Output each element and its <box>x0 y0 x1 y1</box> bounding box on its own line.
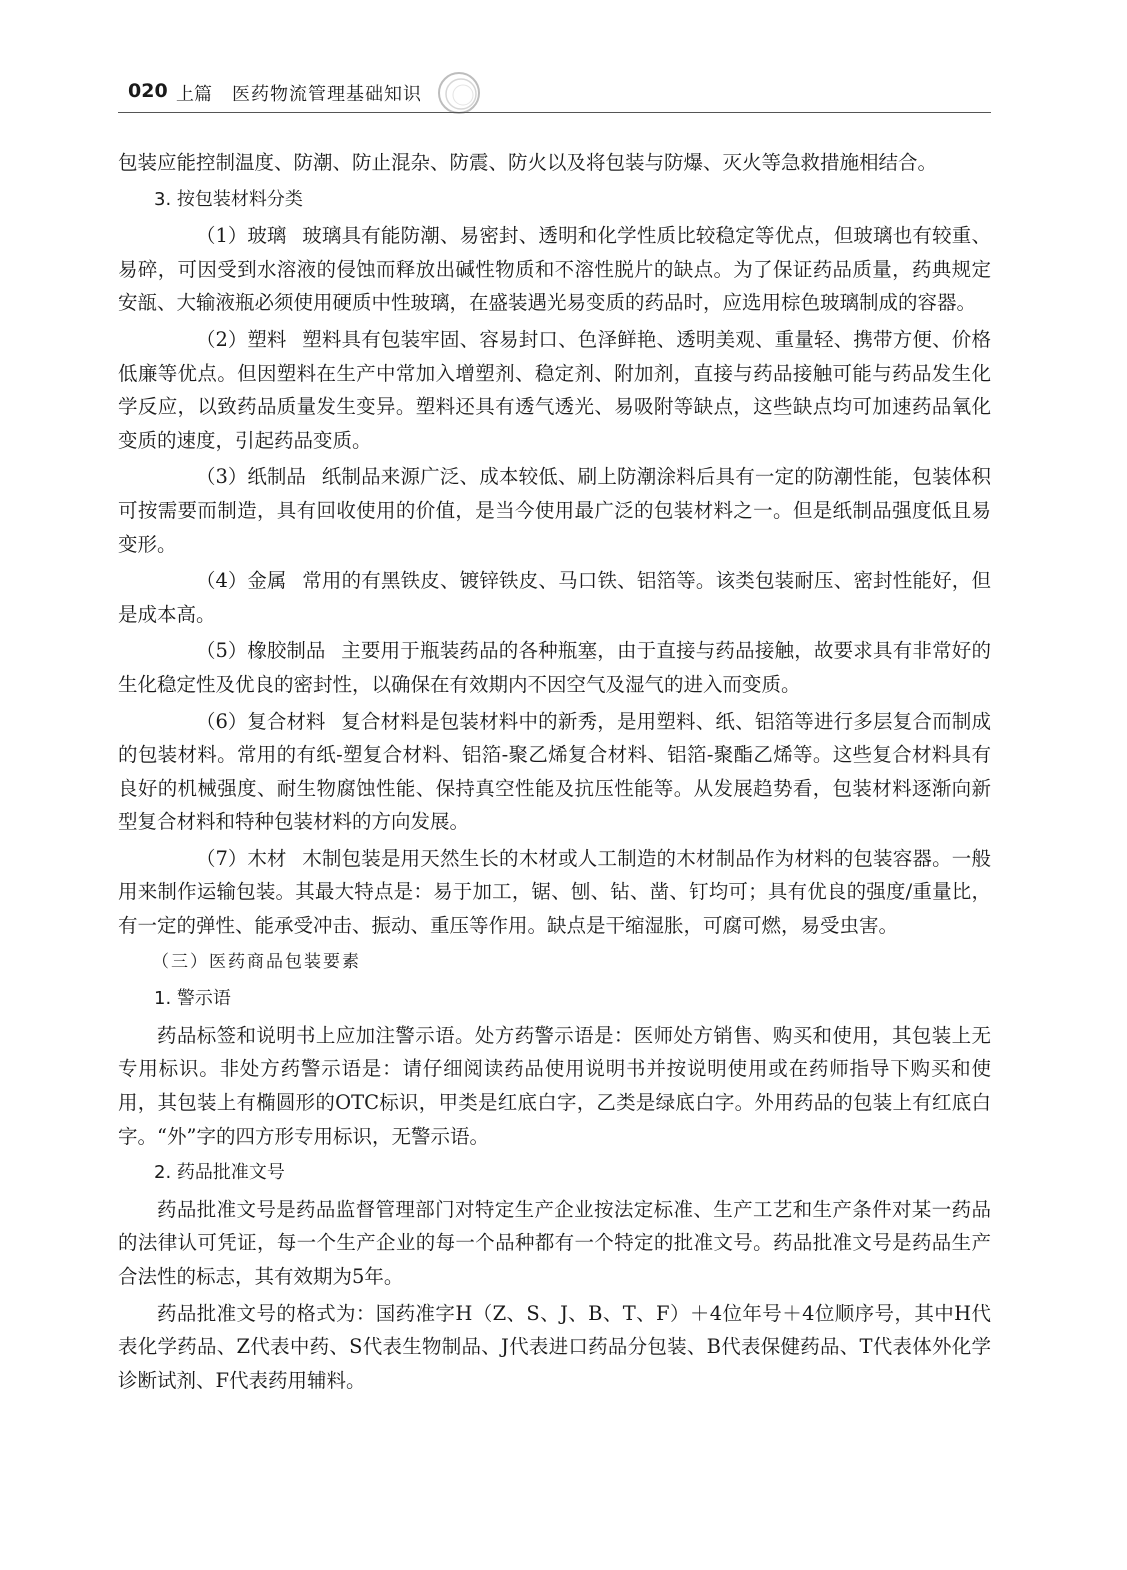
paragraph: 药品批准文号的格式为：国药准字H（Z、S、J、B、T、F）＋4位年号＋4位顺序号，其中H代表化学药品、Z代表中药、S代表生物制品、J代表进口药品分包装、B代表保健药品、T代表体外化学诊断试剂、F代表药用辅料。 <box>118 1301 991 1392</box>
item-text: 常用的有黑铁皮、镀锌铁皮、马口铁、铝箔等。该类包装耐压、密封性能好，但是成本高。 <box>118 569 991 626</box>
material-item <box>118 323 991 457</box>
item-text: 木制包装是用天然生长的木材或人工制造的木材制品作为材料的包装容器。一般用来制作运输包装。其最大特点是：易于加工，锯、刨、钻、凿、钉均可；具有优良的强度/重量比，有一定的弹性、能承受冲击、振动、重压等作用。缺点是干缩湿胀，可腐可燃，易受虫害。 <box>118 846 991 938</box>
subsection-heading: （三）医药商品包装要素 <box>152 951 361 972</box>
paragraph: 包装应能控制温度、防潮、防止混杂、防震、防火以及将包装与防爆、灭火等急救措施相结合。 <box>118 151 938 174</box>
header-rule <box>118 112 991 113</box>
material-item <box>118 705 991 839</box>
page-number: 020 <box>128 80 168 102</box>
material-item <box>118 219 991 320</box>
decorative-circle-icon <box>436 70 482 116</box>
part-label: 上篇 <box>176 84 212 105</box>
paragraph: 药品批准文号是药品监督管理部门对特定生产企业按法定标准、生产工艺和生产条件对某一药品的法律认可凭证，每一个生产企业的每一个品种都有一个特定的批准文号。药品批准文号是药品生产合法性的标志，其有效期为5年。 <box>118 1197 991 1288</box>
item-term: （5）橡胶制品 <box>196 639 326 663</box>
section-heading: 3. 按包装材料分类 <box>154 188 303 210</box>
item-text: 塑料具有包装牢固、容易封口、色泽鲜艳、透明美观、重量轻、携带方便、价格低廉等优点。但因塑料在生产中常加入增塑剂、稳定剂、附加剂，直接与药品接触可能与药品发生化学反应，以致药品质量发生变异。塑料还具有透气透光、易吸附等缺点，这些缺点均可加速药品氧化变质的速度，引起药品变质。 <box>118 327 991 452</box>
material-item <box>118 842 991 943</box>
material-item <box>118 564 991 631</box>
section-heading: 1. 警示语 <box>154 988 231 1010</box>
item-term: （4）金属 <box>196 569 287 593</box>
section-heading: 2. 药品批准文号 <box>154 1162 285 1184</box>
item-text: 玻璃具有能防潮、易密封、透明和化学性质比较稳定等优点，但玻璃也有较重、易碎，可因受到水溶液的侵蚀而释放出碱性物质和不溶性脱片的缺点。为了保证药品质量，药典规定安瓿、大输液瓶必须使用硬质中性玻璃，在盛装遇光易变质的药品时，应选用棕色玻璃制成的容器。 <box>118 224 991 315</box>
item-term: （7）木材 <box>196 846 287 870</box>
item-term: （1）玻璃 <box>196 224 287 248</box>
material-item <box>118 634 991 701</box>
page-header <box>118 74 991 114</box>
item-term: （2）塑料 <box>196 327 287 351</box>
material-item <box>118 460 991 561</box>
item-text: 复合材料是包装材料中的新秀，是用塑料、纸、铝箔等进行多层复合而制成的包装材料。常用的有纸-塑复合材料、铝箔-聚乙烯复合材料、铝箔-聚酯乙烯等。这些复合材料具有良好的机械强度、耐生物腐蚀性能、保持真空性能及抗压性能等。从发展趋势看，包装材料逐渐向新型复合材料和特种包装材料的方向发展。 <box>118 709 991 834</box>
paragraph: 药品标签和说明书上应加注警示语。处方药警示语是：医师处方销售、购买和使用，其包装上无专用标识。非处方药警示语是：请仔细阅读药品使用说明书并按说明使用或在药师指导下购买和使用，其包装上有椭圆形的OTC标识，甲类是红底白字，乙类是绿底白字。外用药品的包装上有红底白字。“外”字的四方形专用标识，无警示语。 <box>118 1023 991 1148</box>
item-term: （3）纸制品 <box>196 465 306 489</box>
body-text <box>118 146 991 1397</box>
item-text: 主要用于瓶装药品的各种瓶塞，由于直接与药品接触，故要求具有非常好的生化稳定性及优良的密封性，以确保在有效期内不因空气及湿气的进入而变质。 <box>118 639 991 696</box>
book-title: 医药物流管理基础知识 <box>232 84 422 105</box>
item-text: 纸制品来源广泛、成本较低、刷上防潮涂料后具有一定的防潮性能，包装体积可按需要而制造，具有回收使用的价值，是当今使用最广泛的包装材料之一。但是纸制品强度低且易变形。 <box>118 465 991 556</box>
item-term: （6）复合材料 <box>196 709 326 733</box>
